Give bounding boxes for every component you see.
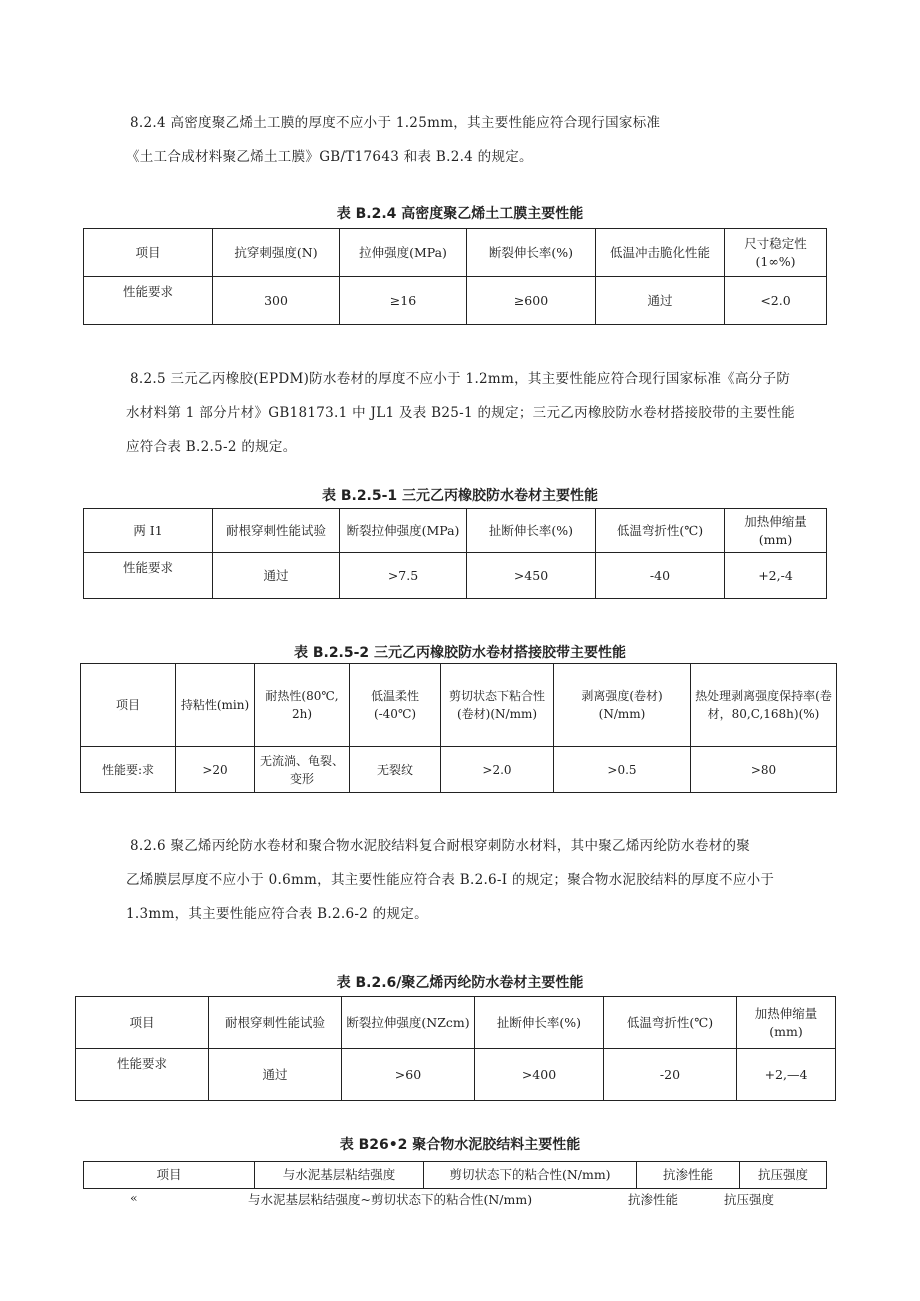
table-cell: -20 <box>604 1049 737 1101</box>
header-cell: 低温柔性(-40℃) <box>350 664 441 747</box>
header-cell: 抗压强度 <box>740 1162 827 1189</box>
table-b-2-5-2 <box>80 663 837 793</box>
paragraph-line: 8.2.4 高密度聚乙烯土工膜的厚度不应小于 1.25mm，其主要性能应符合现行国家标准 <box>130 115 661 131</box>
table-caption: 表 B.2.5-1 三元乙丙橡胶防水卷材主要性能 <box>321 488 599 504</box>
table-cell: 无裂纹 <box>350 747 441 793</box>
table-header-row <box>84 509 827 553</box>
header-cell: 与水泥基层粘结强度 <box>255 1162 424 1189</box>
header-cell: 加热伸缩量(mm) <box>737 997 836 1049</box>
table-header-row <box>84 1162 827 1189</box>
table-cell: >20 <box>176 747 255 793</box>
table-trailing-text: 抗渗性能 <box>628 1192 679 1207</box>
header-cell: 断裂拉伸强度(MPa) <box>340 509 467 553</box>
header-cell: 低温冲击脆化性能 <box>596 229 725 277</box>
table-trailing-text: 抗压强度 <box>724 1192 775 1207</box>
header-cell: 项目 <box>84 1162 255 1189</box>
table-b-2-5-1 <box>83 508 827 599</box>
header-cell: 项目 <box>84 229 213 277</box>
table-cell: 性能要:求 <box>81 747 176 793</box>
table-cell: ≥16 <box>340 277 467 325</box>
table-cell: 300 <box>213 277 340 325</box>
table-cell: 通过 <box>596 277 725 325</box>
header-cell: 项目 <box>76 997 209 1049</box>
table-caption: 表 B.2.5-2 三元乙丙橡胶防水卷材搭接胶带主要性能 <box>293 645 627 661</box>
section-8-2-5 <box>126 362 830 464</box>
table-cell: 无流淌、龟裂、变形 <box>255 747 350 793</box>
table-cell: >450 <box>467 553 596 599</box>
table-header-row <box>76 997 836 1049</box>
table-b-2-4 <box>83 228 827 325</box>
table-cell: 性能要求 <box>84 553 213 599</box>
table-b-2-6-1 <box>75 996 836 1101</box>
header-cell: 持粘性(min) <box>176 664 255 747</box>
header-cell: 断裂拉伸强度(NZcm) <box>342 997 475 1049</box>
header-cell: 项目 <box>81 664 176 747</box>
paragraph-line: 水材料第 1 部分片材》GB18173.1 中 JL1 及表 B25-1 的规定；三元乙丙橡胶防水卷材搭接胶带的主要性能 <box>126 405 795 421</box>
table-cell: 性能要求 <box>76 1049 209 1101</box>
header-cell: 低温弯折性(℃) <box>604 997 737 1049</box>
header-cell: 断裂伸长率(%) <box>467 229 596 277</box>
table-cell: 通过 <box>209 1049 342 1101</box>
header-cell: 耐根穿刺性能试验 <box>209 997 342 1049</box>
header-cell: 抗渗性能 <box>637 1162 740 1189</box>
table-cell: +2,—4 <box>737 1049 836 1101</box>
paragraph-line: 1.3mm，其主要性能应符合表 B.2.6-2 的规定。 <box>126 906 428 922</box>
paragraph-line: 《土工合成材料聚乙烯土工膜》GB/T17643 和表 B.2.4 的规定。 <box>126 149 533 165</box>
table-cell: >400 <box>475 1049 604 1101</box>
table-cell: >80 <box>691 747 837 793</box>
paragraph-line: 8.2.6 聚乙烯丙纶防水卷材和聚合物水泥胶结料复合耐根穿刺防水材料，其中聚乙烯丙纶防水卷材的聚 <box>130 838 751 854</box>
table-cell: 通过 <box>213 553 340 599</box>
header-cell: 热处理剥离强度保持率(卷材，80,C,168h)(%) <box>691 664 837 747</box>
paragraph-line: 8.2.5 三元乙丙橡胶(EPDM)防水卷材的厚度不应小于 1.2mm，其主要性能应符合现行国家标准《高分子防 <box>130 371 791 387</box>
header-cell: 耐热性(80℃, 2h) <box>255 664 350 747</box>
header-cell: 抗穿刺强度(N) <box>213 229 340 277</box>
table-caption: 表 B.2.6/聚乙烯丙纶防水卷材主要性能 <box>336 975 584 991</box>
paragraph-line: 乙烯膜层厚度不应小于 0.6mm，其主要性能应符合表 B.2.6-I 的规定；聚合物水泥胶结料的厚度不应小于 <box>126 872 775 888</box>
header-cell: 加热伸缩量(mm) <box>725 509 827 553</box>
header-cell: 剥离强度(卷材)(N/mm) <box>554 664 691 747</box>
header-cell: 低温弯折性(℃) <box>596 509 725 553</box>
section-8-2-6 <box>126 829 830 931</box>
header-cell: 扯断伸长率(%) <box>467 509 596 553</box>
table-cell: +2,-4 <box>725 553 827 599</box>
table-cell: <2.0 <box>725 277 827 325</box>
table-cell: >2.0 <box>441 747 554 793</box>
table-b-2-6-2 <box>83 1161 827 1189</box>
table-row <box>76 1049 836 1101</box>
table-cell: ≥600 <box>467 277 596 325</box>
section-8-2-4 <box>126 106 830 174</box>
header-cell: 剪切状态下的粘合性(N/mm) <box>424 1162 637 1189</box>
table-caption: 表 B26•2 聚合物水泥胶结料主要性能 <box>339 1137 581 1153</box>
header-cell: 拉伸强度(MPa) <box>340 229 467 277</box>
table-row <box>84 553 827 599</box>
table-row <box>81 747 837 793</box>
header-cell: 耐根穿刺性能试验 <box>213 509 340 553</box>
table-header-row <box>81 664 837 747</box>
table-trailing-text: « <box>130 1190 138 1205</box>
table-row <box>84 277 827 325</box>
header-cell: 两 I1 <box>84 509 213 553</box>
header-cell: 尺寸稳定性(1∞%) <box>725 229 827 277</box>
table-trailing-text: 与水泥基层粘结强度~剪切状态下的粘合性(N/mm) <box>248 1192 533 1207</box>
table-cell: 性能要求 <box>84 277 213 325</box>
header-cell: 扯断伸长率(%) <box>475 997 604 1049</box>
table-cell: >7.5 <box>340 553 467 599</box>
paragraph-line: 应符合表 B.2.5-2 的规定。 <box>126 439 297 455</box>
table-cell: >60 <box>342 1049 475 1101</box>
table-cell: >0.5 <box>554 747 691 793</box>
table-header-row <box>84 229 827 277</box>
table-cell: -40 <box>596 553 725 599</box>
header-cell: 剪切状态下粘合性(卷材)(N/mm) <box>441 664 554 747</box>
table-caption: 表 B.2.4 高密度聚乙烯土工膜主要性能 <box>336 206 584 222</box>
